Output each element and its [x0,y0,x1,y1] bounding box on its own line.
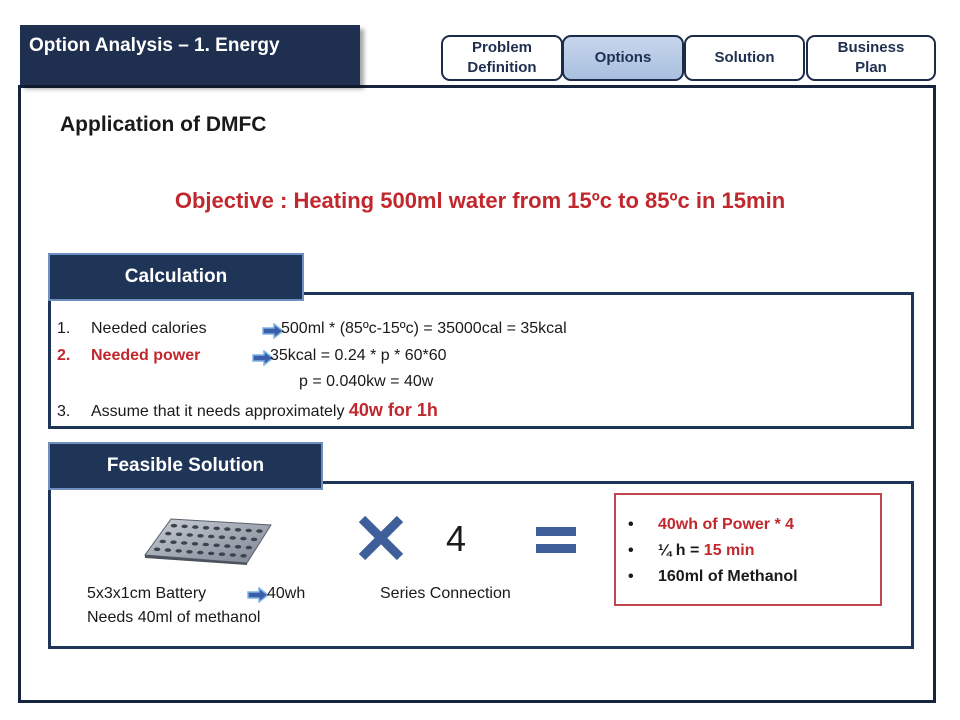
feasible-solution-label: Feasible Solution [48,442,323,490]
plate-hole [171,524,177,528]
calc-line-2-value: 35kcal = 0.24 * p * 60*60 [270,347,447,364]
battery-spec-text: 5x3x1cm Battery [87,585,207,602]
calc-line-2-result: p = 0.040kw = 40w [299,373,434,390]
calc-line-3-number: 3. [57,403,71,420]
calc-line-2 [57,347,200,365]
calc-line-2-number: 2. [57,347,71,364]
result-item-methanol: • 160ml of Methanol [628,568,798,585]
result-box [614,493,882,606]
result-item-time: • ¼ h = 15 min [628,542,755,559]
multiplier-value: 4 [446,518,467,559]
tab-options-label: Options [594,49,652,66]
result-power-text: 40wh of Power * 4 [658,516,795,533]
plate-hole [187,533,193,537]
plate-hole [170,540,176,544]
plate-hole [219,552,225,556]
arrow-right-icon [247,587,269,603]
result-methanol-text: 160ml of Methanol [658,568,798,585]
section-heading: Application of DMFC [60,113,267,136]
calc-line-1-label: Needed calories [91,320,207,337]
tab-business-plan[interactable] [806,35,936,81]
tab-options[interactable] [562,35,684,81]
plate-hole [154,548,160,552]
plate-hole [165,532,171,536]
plate-hole [251,538,257,542]
plate-hole [203,526,209,530]
plate-hole [192,542,198,546]
fuel-cell-battery-image [143,517,273,565]
plate-hole [246,529,252,533]
plate-hole [165,548,171,552]
tab-problem-definition[interactable] [441,35,563,81]
plate-hole [197,534,203,538]
result-item-power: • 40wh of Power * 4 [628,516,795,533]
series-connection-text: Series Connection [380,585,511,602]
plate-hole [214,527,220,531]
plate-hole [219,535,225,539]
plate-hole [181,541,187,545]
plate-hole [197,551,203,555]
plate-hole [203,543,209,547]
calc-line-2-label: Needed power [91,347,201,364]
plate-hole [160,540,166,544]
plate-hole [213,544,219,548]
plate-hole [246,546,252,550]
plate-hole [256,529,262,533]
tab-problem-label: Problem Definition [467,39,537,76]
tab-solution-label: Solution [714,49,775,66]
plate-hole [235,528,241,532]
plate-hole [230,536,236,540]
calc-line-1 [57,320,207,338]
result-time-text: ¼ h = [658,542,704,559]
calculation-label: Calculation [48,253,304,301]
plate-hole [176,533,182,537]
plate-hole [235,545,241,549]
plate-hole [181,525,187,529]
methanol-need-text: Needs 40ml of methanol [87,609,261,626]
slide-title: Option Analysis – 1. Energy [20,25,360,85]
equals-icon [535,525,577,555]
plate-hole [240,537,246,541]
calc-line-3-text: Assume that it needs approximately [91,403,349,420]
battery-energy-value: 40wh [267,585,306,602]
plate-hole [230,553,236,557]
plate-hole [192,525,198,529]
multiply-icon [356,513,406,563]
calc-line-3 [57,400,438,421]
plate-hole [186,550,192,554]
plate-hole [208,552,214,556]
calc-line-1-number: 1. [57,320,71,337]
tab-solution[interactable] [684,35,805,81]
tab-business-label: Business Plan [837,39,905,76]
plate-hole [224,544,230,548]
result-time-highlight: 15 min [703,542,755,559]
plate-hole [240,554,246,558]
objective-text: Objective : Heating 500ml water from 15ºc to 85ºc in 15min [174,188,786,213]
plate-hole [208,535,214,539]
plate-hole [176,549,182,553]
calc-line-1-value: 500ml * (85ºc-15ºc) = 35000cal = 35kcal [281,320,567,337]
plate-hole [224,527,230,531]
calc-line-3-highlight: 40w for 1h [348,400,438,420]
